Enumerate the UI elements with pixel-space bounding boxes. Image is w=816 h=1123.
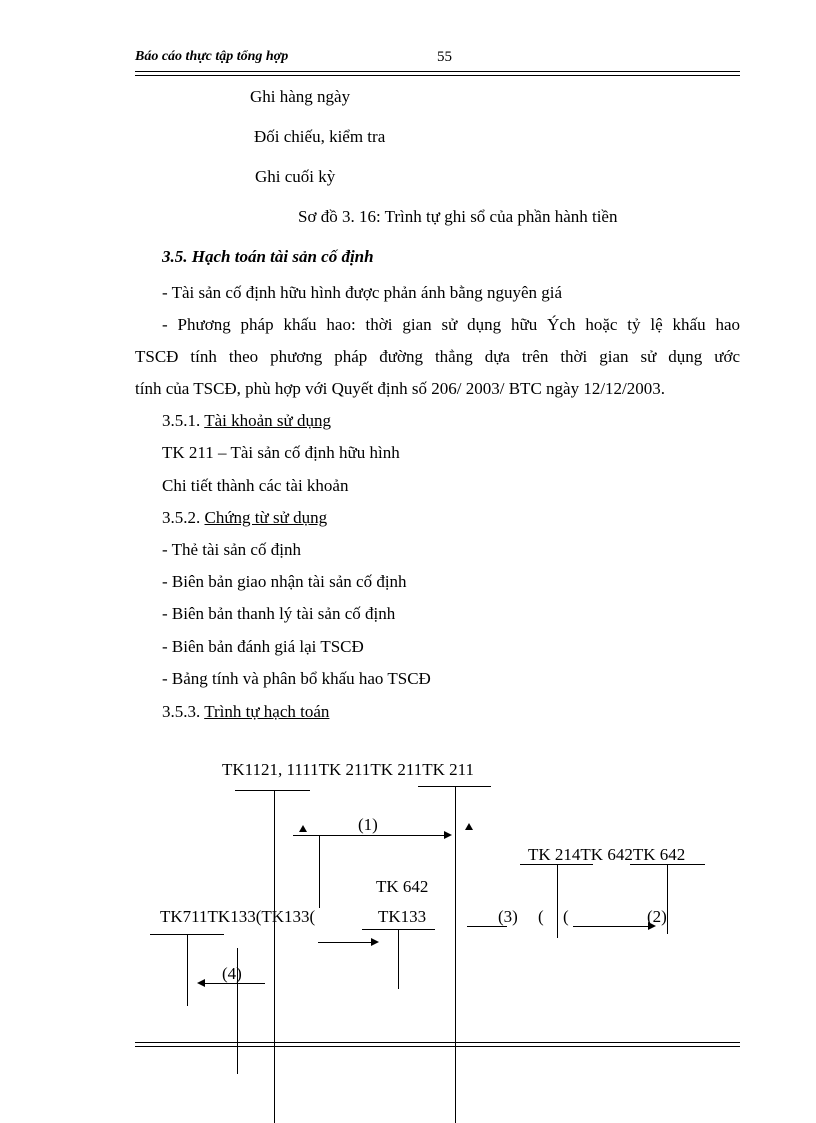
page-number: 55 xyxy=(437,49,452,65)
t-account-stem xyxy=(667,864,668,934)
footer-rule-bottom xyxy=(135,1046,740,1047)
connector-line xyxy=(319,836,320,908)
paragraph-2-line-3: tính của TSCĐ, phù hợp với Quyết định số 206/ 2003/ BTC ngày 12/12/2003. xyxy=(135,379,666,398)
subsection-title: Trình tự hạch toán xyxy=(204,702,330,721)
subsection-3-5-3 xyxy=(162,702,329,722)
subsection-number: 3.5.2. xyxy=(162,508,205,527)
t-account-stem xyxy=(274,790,275,1123)
header-rule-bottom xyxy=(135,75,740,76)
t-account-stem xyxy=(398,929,399,989)
figure-caption: Sơ đồ 3. 16: Trình tự ghi sổ của phần hành tiền xyxy=(298,207,618,226)
header-title: Báo cáo thực tập tổng hợp xyxy=(135,49,289,64)
legend-daily: Ghi hàng ngày xyxy=(250,87,351,106)
arrowhead-up xyxy=(465,823,473,830)
arrowhead-right xyxy=(444,831,452,839)
arrow-2-line xyxy=(573,926,649,927)
diagram-right-accounts: TK 214TK 642TK 642 xyxy=(528,845,686,864)
header-rule-top xyxy=(135,71,740,72)
paragraph-1: - Tài sản cố định hữu hình được phản ánh bằng nguyên giá xyxy=(162,283,563,302)
arrow-label-4: (4) xyxy=(222,964,242,983)
subsection-title: Chứng từ sử dụng xyxy=(204,508,328,527)
doc-item: - Biên bản thanh lý tài sản cố định xyxy=(162,604,396,623)
diagram-top-accounts: TK1121, 1111TK 211TK 211TK 211 xyxy=(222,760,474,779)
legend-period-end: Ghi cuối kỳ xyxy=(255,167,336,186)
paragraph-2-line-1: - Phương pháp khấu hao: thời gian sử dụng hữu Ých hoặc tỷ lệ khấu hao xyxy=(162,315,740,334)
detail-accounts: Chi tiết thành các tài khoản xyxy=(162,476,349,495)
t-account-top xyxy=(235,790,310,791)
arrow-label-1: (1) xyxy=(358,815,378,834)
arrow-line xyxy=(318,942,372,943)
arrow-1-line xyxy=(293,835,445,836)
diagram-left-accounts: TK711TK133(TK133( xyxy=(160,907,316,926)
subsection-3-5-1 xyxy=(162,411,331,431)
diagram-tk133: TK133 xyxy=(378,907,427,926)
footer-rule-top xyxy=(135,1042,740,1043)
arrowhead-right xyxy=(371,938,379,946)
subsection-title: Tài khoản sử dụng xyxy=(204,411,331,430)
t-account-stem xyxy=(455,786,456,1123)
paren-glyph: ( xyxy=(563,907,569,926)
subsection-number: 3.5.3. xyxy=(162,702,205,721)
t-account-stem xyxy=(557,864,558,938)
doc-item: - Biên bản đánh giá lại TSCĐ xyxy=(162,637,364,656)
section-heading: 3.5. Hạch toán tài sản cố định xyxy=(162,247,374,266)
doc-item: - Biên bản giao nhận tài sản cố định xyxy=(162,572,407,591)
doc-item: - Thẻ tài sản cố định xyxy=(162,540,301,559)
arrow-label-2: (2) xyxy=(647,907,667,926)
doc-item: - Bảng tính và phân bổ khấu hao TSCĐ xyxy=(162,669,431,688)
paren-glyph: ( xyxy=(538,907,544,926)
t-account-stem xyxy=(187,934,188,1006)
subsection-3-5-2 xyxy=(162,508,327,528)
arrowhead-left xyxy=(197,979,205,987)
diagram-tk642: TK 642 xyxy=(376,877,429,896)
account-tk211: TK 211 – Tài sản cố định hữu hình xyxy=(162,443,400,462)
arrow-label-3: (3) xyxy=(498,907,518,926)
paragraph-2-line-2: TSCĐ tính theo phương pháp đường thẳng dựa trên thời gian sử dụng ước xyxy=(135,347,740,366)
subsection-number: 3.5.1. xyxy=(162,411,205,430)
legend-reconcile: Đối chiếu, kiểm tra xyxy=(254,127,386,146)
arrowhead-up xyxy=(299,825,307,832)
